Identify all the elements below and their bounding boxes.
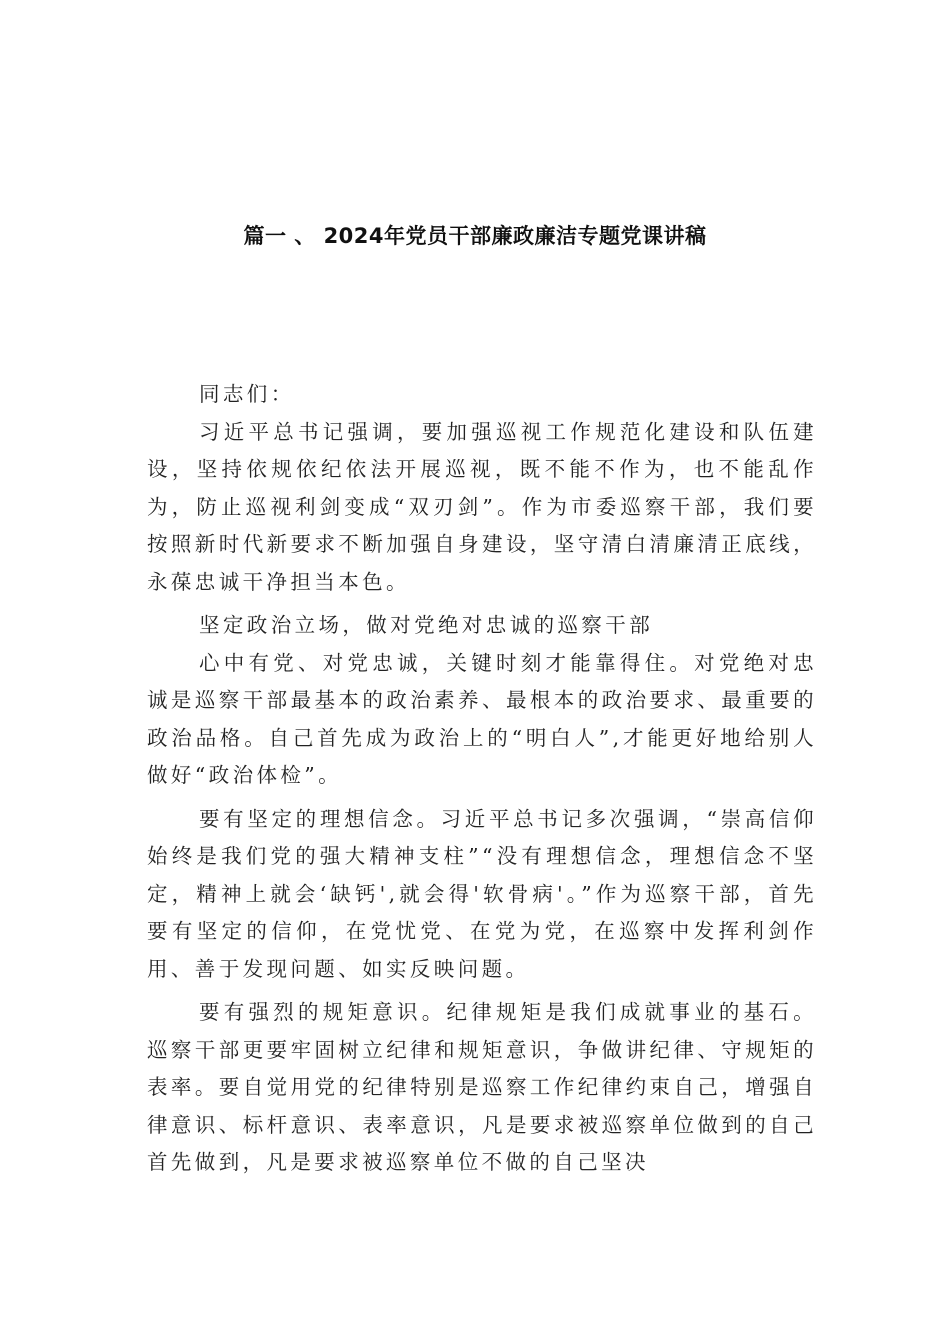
section-heading: 坚定政治立场，做对党绝对忠诚的巡察干部	[199, 613, 654, 637]
body-paragraph: 习近平总书记强调，要加强巡视工作规范化建设和队伍建设，坚持依规依纪依法开展巡视，既不能不作为，也不能乱作为，防止巡视利剑变成“双刃剑”。作为市委巡察干部，我们要按照新时代新要求不断加强自身建设，坚守清白清廉清正底线，永葆忠诚干净担当本色。	[147, 419, 817, 594]
document-body	[147, 376, 817, 1188]
body-paragraph: 心中有党、对党忠诚，关键时刻才能靠得住。对党绝对忠诚是巡察干部最基本的政治素养、最根本的政治要求、最重要的政治品格。自己首先成为政治上的“明白人”,才能更好地给别人做好“政治体检”。	[147, 650, 817, 787]
body-paragraph: 要有坚定的理想信念。习近平总书记多次强调，“崇高信仰始终是我们党的强大精神支柱”“没有理想信念，理想信念不坚定，精神上就会‘缺钙',就会得'软骨病'。”作为巡察干部，首先要有坚定的信仰，在党忧党、在党为党，在巡察中发挥利剑作用、善于发现问题、如实反映问题。	[147, 806, 817, 981]
salutation-paragraph: 同志们：	[199, 382, 295, 406]
document-title: 篇一 、 2024年党员干部廉政廉洁专题党课讲稿	[243, 224, 707, 248]
body-paragraph: 要有强烈的规矩意识。纪律规矩是我们成就事业的基石。巡察干部更要牢固树立纪律和规矩意识，争做讲纪律、守规矩的表率。要自觉用党的纪律特别是巡察工作纪律约束自己，增强自律意识、标杆意识、表率意识，凡是要求被巡察单位做到的自己首先做到，凡是要求被巡察单位不做的自己坚决	[147, 1000, 817, 1174]
